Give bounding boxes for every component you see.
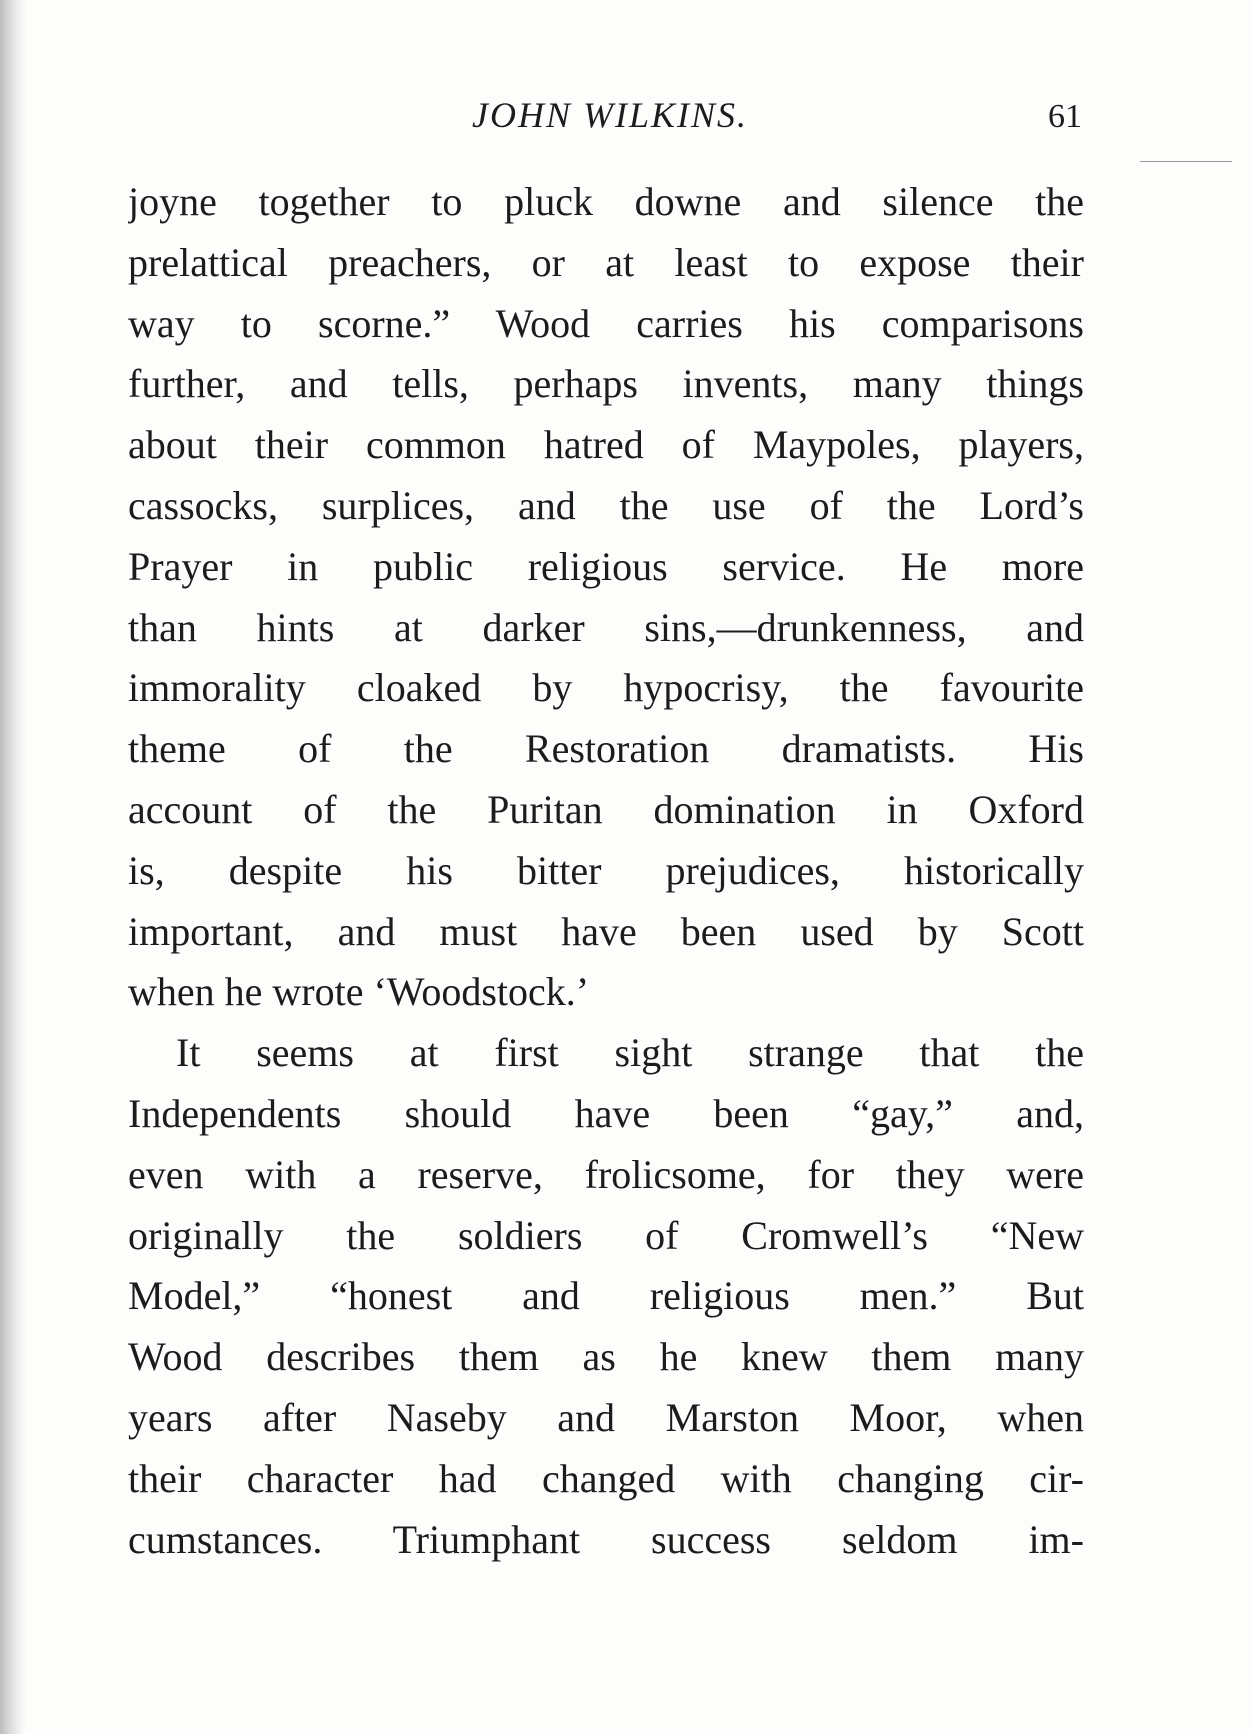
text-line: is, despite his bitter prejudices, historically	[128, 847, 1084, 893]
text-line: than hints at darker sins,—drunkenness, and	[128, 604, 1084, 650]
binding-gutter-shadow	[0, 0, 26, 1734]
text-line: way to scorne.” Wood carries his comparisons	[128, 300, 1084, 346]
text-line: It seems at first sight strange that the	[176, 1030, 1084, 1076]
page-number: 61	[1048, 98, 1082, 135]
text-line: Model,” “honest and religious men.” But	[128, 1273, 1084, 1319]
text-line: even with a reserve, frolicsome, for they were	[128, 1151, 1084, 1197]
running-header	[130, 92, 1090, 138]
paragraph-2	[128, 1023, 1084, 1570]
text-line: Independents should have been “gay,” and,	[128, 1090, 1084, 1136]
page-edge-mark	[1140, 161, 1232, 162]
text-line: years after Naseby and Marston Moor, when	[128, 1394, 1084, 1440]
text-line: further, and tells, perhaps invents, many things	[128, 361, 1084, 407]
text-line: originally the soldiers of Cromwell’s “New	[128, 1212, 1084, 1258]
text-line: prelattical preachers, or at least to expose their	[128, 239, 1084, 285]
text-line: cassocks, surplices, and the use of the Lord’s	[128, 482, 1084, 528]
text-line: cumstances. Triumphant success seldom im-	[128, 1516, 1084, 1562]
text-line: their character had changed with changing cir-	[128, 1455, 1084, 1501]
text-line: Wood describes them as he knew them many	[128, 1334, 1084, 1380]
body-text	[128, 172, 1084, 1570]
running-title: JOHN WILKINS.	[472, 95, 748, 135]
text-line: immorality cloaked by hypocrisy, the favourite	[128, 665, 1084, 711]
text-line: joyne together to pluck downe and silence the	[128, 179, 1084, 224]
text-line: theme of the Restoration dramatists. His	[128, 726, 1084, 772]
text-line: important, and must have been used by Scott	[128, 908, 1084, 954]
paragraph-1	[128, 172, 1084, 1023]
text-line: about their common hatred of Maypoles, players,	[128, 422, 1084, 468]
text-line: Prayer in public religious service. He more	[128, 543, 1084, 589]
text-line: account of the Puritan domination in Oxford	[128, 786, 1084, 832]
text-line: when he wrote ‘Woodstock.’	[128, 969, 590, 1015]
